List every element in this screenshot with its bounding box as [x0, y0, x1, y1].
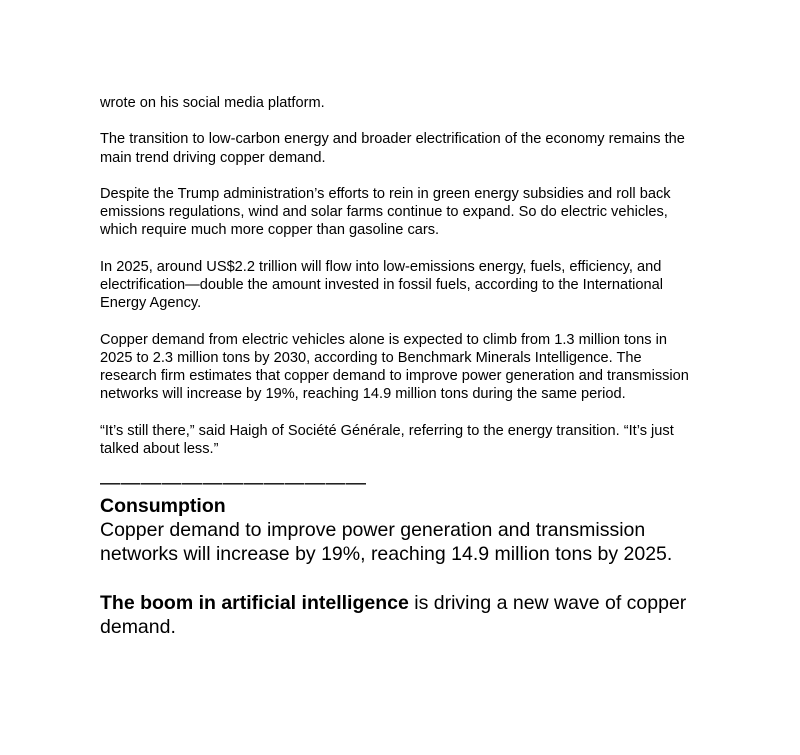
article-paragraph: The transition to low-carbon energy and broader electrification of the economy remains the main trend driving copper demand. [100, 131, 685, 166]
article-paragraph: In 2025, around US$2.2 trillion will flow into low-emissions energy, fuels, efficiency, and electrification—double the amount invested in fossil fuels, according to the International Energy Agency. [100, 258, 663, 312]
ai-demand-callout [100, 591, 700, 640]
section-divider: ————————————— [100, 471, 367, 494]
article-paragraph: wrote on his social media platform. [100, 95, 325, 111]
consumption-summary: Copper demand to improve power generation and transmission networks will increase by 19%, reaching 14.9 million tons by 2025. [100, 518, 673, 566]
section-heading-consumption: Consumption [100, 494, 226, 517]
article-page [100, 94, 700, 664]
ai-demand-bold: The boom in artificial intelligence [100, 591, 409, 614]
ai-demand-rest: is driving a new wave of copper demand. [100, 591, 687, 639]
article-paragraph: Copper demand from electric vehicles alone is expected to climb from 1.3 million tons in 2025 to 2.3 million tons by 2030, according to Benchmark Minerals Intelligence. The research firm estimates that copper demand to improve power generation and transmission networks will increase by 19%, reaching 14.9 million tons during the same period. [100, 331, 689, 403]
article-paragraph: Despite the Trump administration’s efforts to rein in green energy subsidies and roll back emissions regulations, wind and solar farms continue to expand. So do electric vehicles, which require much more copper than gasoline cars. [100, 185, 671, 239]
article-paragraph: “It’s still there,” said Haigh of Société Générale, referring to the energy transition. “It’s just talked about less.” [100, 422, 674, 457]
